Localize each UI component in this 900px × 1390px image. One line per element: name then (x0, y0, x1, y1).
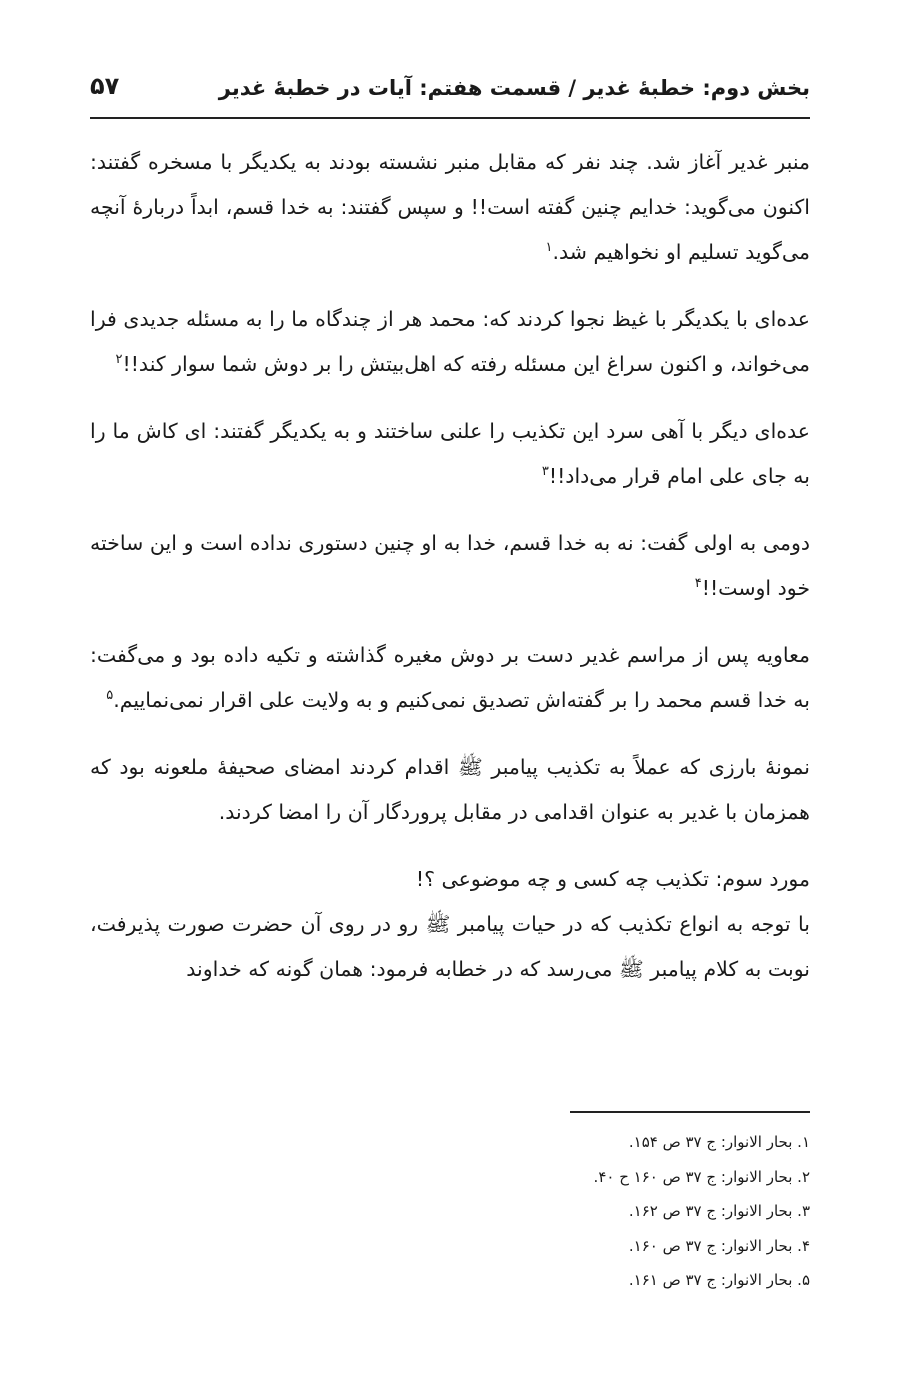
footnote-item: ۳. بحار الانوار: ج ۳۷ ص ۱۶۲. (628, 1202, 810, 1220)
paragraph-4 (90, 521, 810, 611)
body-text (90, 140, 810, 1014)
paragraph-text: عده‌ای با یکدیگر با غیظ نجوا کردند که: محمد هر از چندگاه ما را به مسئله جدیدی فرا می‌خواند، و اکنون سراغ این مسئله رفته که اهل‌بیتش را بر دوش شما سوار کند!! (90, 307, 810, 376)
page-number: ۵۷ (90, 72, 120, 100)
paragraph-text: معاویه پس از مراسم غدیر دست بر دوش مغیره گذاشته و تکیه داده بود و می‌گفت: به خدا قسم محمد را بر گفته‌اش تصدیق نمی‌کنیم و به ولایت علی اقرار نمی‌نماییم. (90, 643, 810, 712)
footnote-ref: ۳ (541, 464, 549, 480)
section-heading (90, 857, 810, 902)
footnote-ref: ۱ (545, 240, 553, 256)
section-heading-text: مورد سوم: تکذیب چه کسی و چه موضوعی ؟! (415, 867, 810, 891)
paragraph-5 (90, 633, 810, 723)
paragraph-1 (90, 140, 810, 275)
footnote-item: ۴. بحار الانوار: ج ۳۷ ص ۱۶۰. (628, 1236, 810, 1255)
running-header (90, 72, 810, 108)
paragraph-8 (90, 902, 810, 992)
paragraph-6 (90, 745, 810, 835)
footnote-ref: ۵ (106, 688, 114, 704)
footnote-ref: ۲ (115, 352, 123, 368)
footnote-item: ۵. بحار الانوار: ج ۳۷ ص ۱۶۱. (628, 1271, 810, 1289)
footnotes (90, 1125, 810, 1298)
running-header-title: بخش دوم: خطبهٔ غدیر / قسمت هفتم: آیات در خطبهٔ غدیر (218, 76, 810, 100)
paragraph-text: دومی به اولی گفت: نه به خدا قسم، خدا به او چنین دستوری نداده است و این ساخته خود اوست!! (90, 531, 810, 600)
paragraph-text: با توجه به انواع تکذیب که در حیات پیامبر ﷺ رو در روی آن حضرت صورت پذیرفت، نوبت به کلام پیامبر ﷺ می‌رسد که در خطابه فرمود: همان گونه که خداوند (90, 912, 810, 981)
footnote-ref: ۴ (694, 576, 702, 592)
footnote-divider (570, 1111, 810, 1113)
paragraph-text: عده‌ای دیگر با آهی سرد این تکذیب را علنی ساختند و به یکدیگر گفتند: ای کاش ما را به جای علی امام قرار می‌داد!! (90, 419, 810, 488)
paragraph-2 (90, 297, 810, 387)
paragraph-3 (90, 409, 810, 499)
paragraph-text: منبر غدیر آغاز شد. چند نفر که مقابل منبر نشسته بودند به یکدیگر با مسخره گفتند: اکنون می‌گوید: خدایم چنین گفته است!! و سپس گفتند: به خدا قسم، ابداً دربارهٔ آنچه می‌گوید تسلیم او نخواهیم شد. (90, 150, 810, 264)
paragraph-text: نمونهٔ بارزی که عملاً به تکذیب پیامبر ﷺ اقدام کردند امضای صحیفهٔ ملعونه بود که همزمان با غدیر به عنوان اقدامی در مقابل پروردگار آن را امضا کردند. (90, 755, 810, 824)
footnote-item: ۲. بحار الانوار: ج ۳۷ ص ۱۶۰ ح ۴۰. (593, 1167, 810, 1186)
footnote-item: ۱. بحار الانوار: ج ۳۷ ص ۱۵۴. (628, 1133, 810, 1151)
header-divider (90, 117, 810, 119)
